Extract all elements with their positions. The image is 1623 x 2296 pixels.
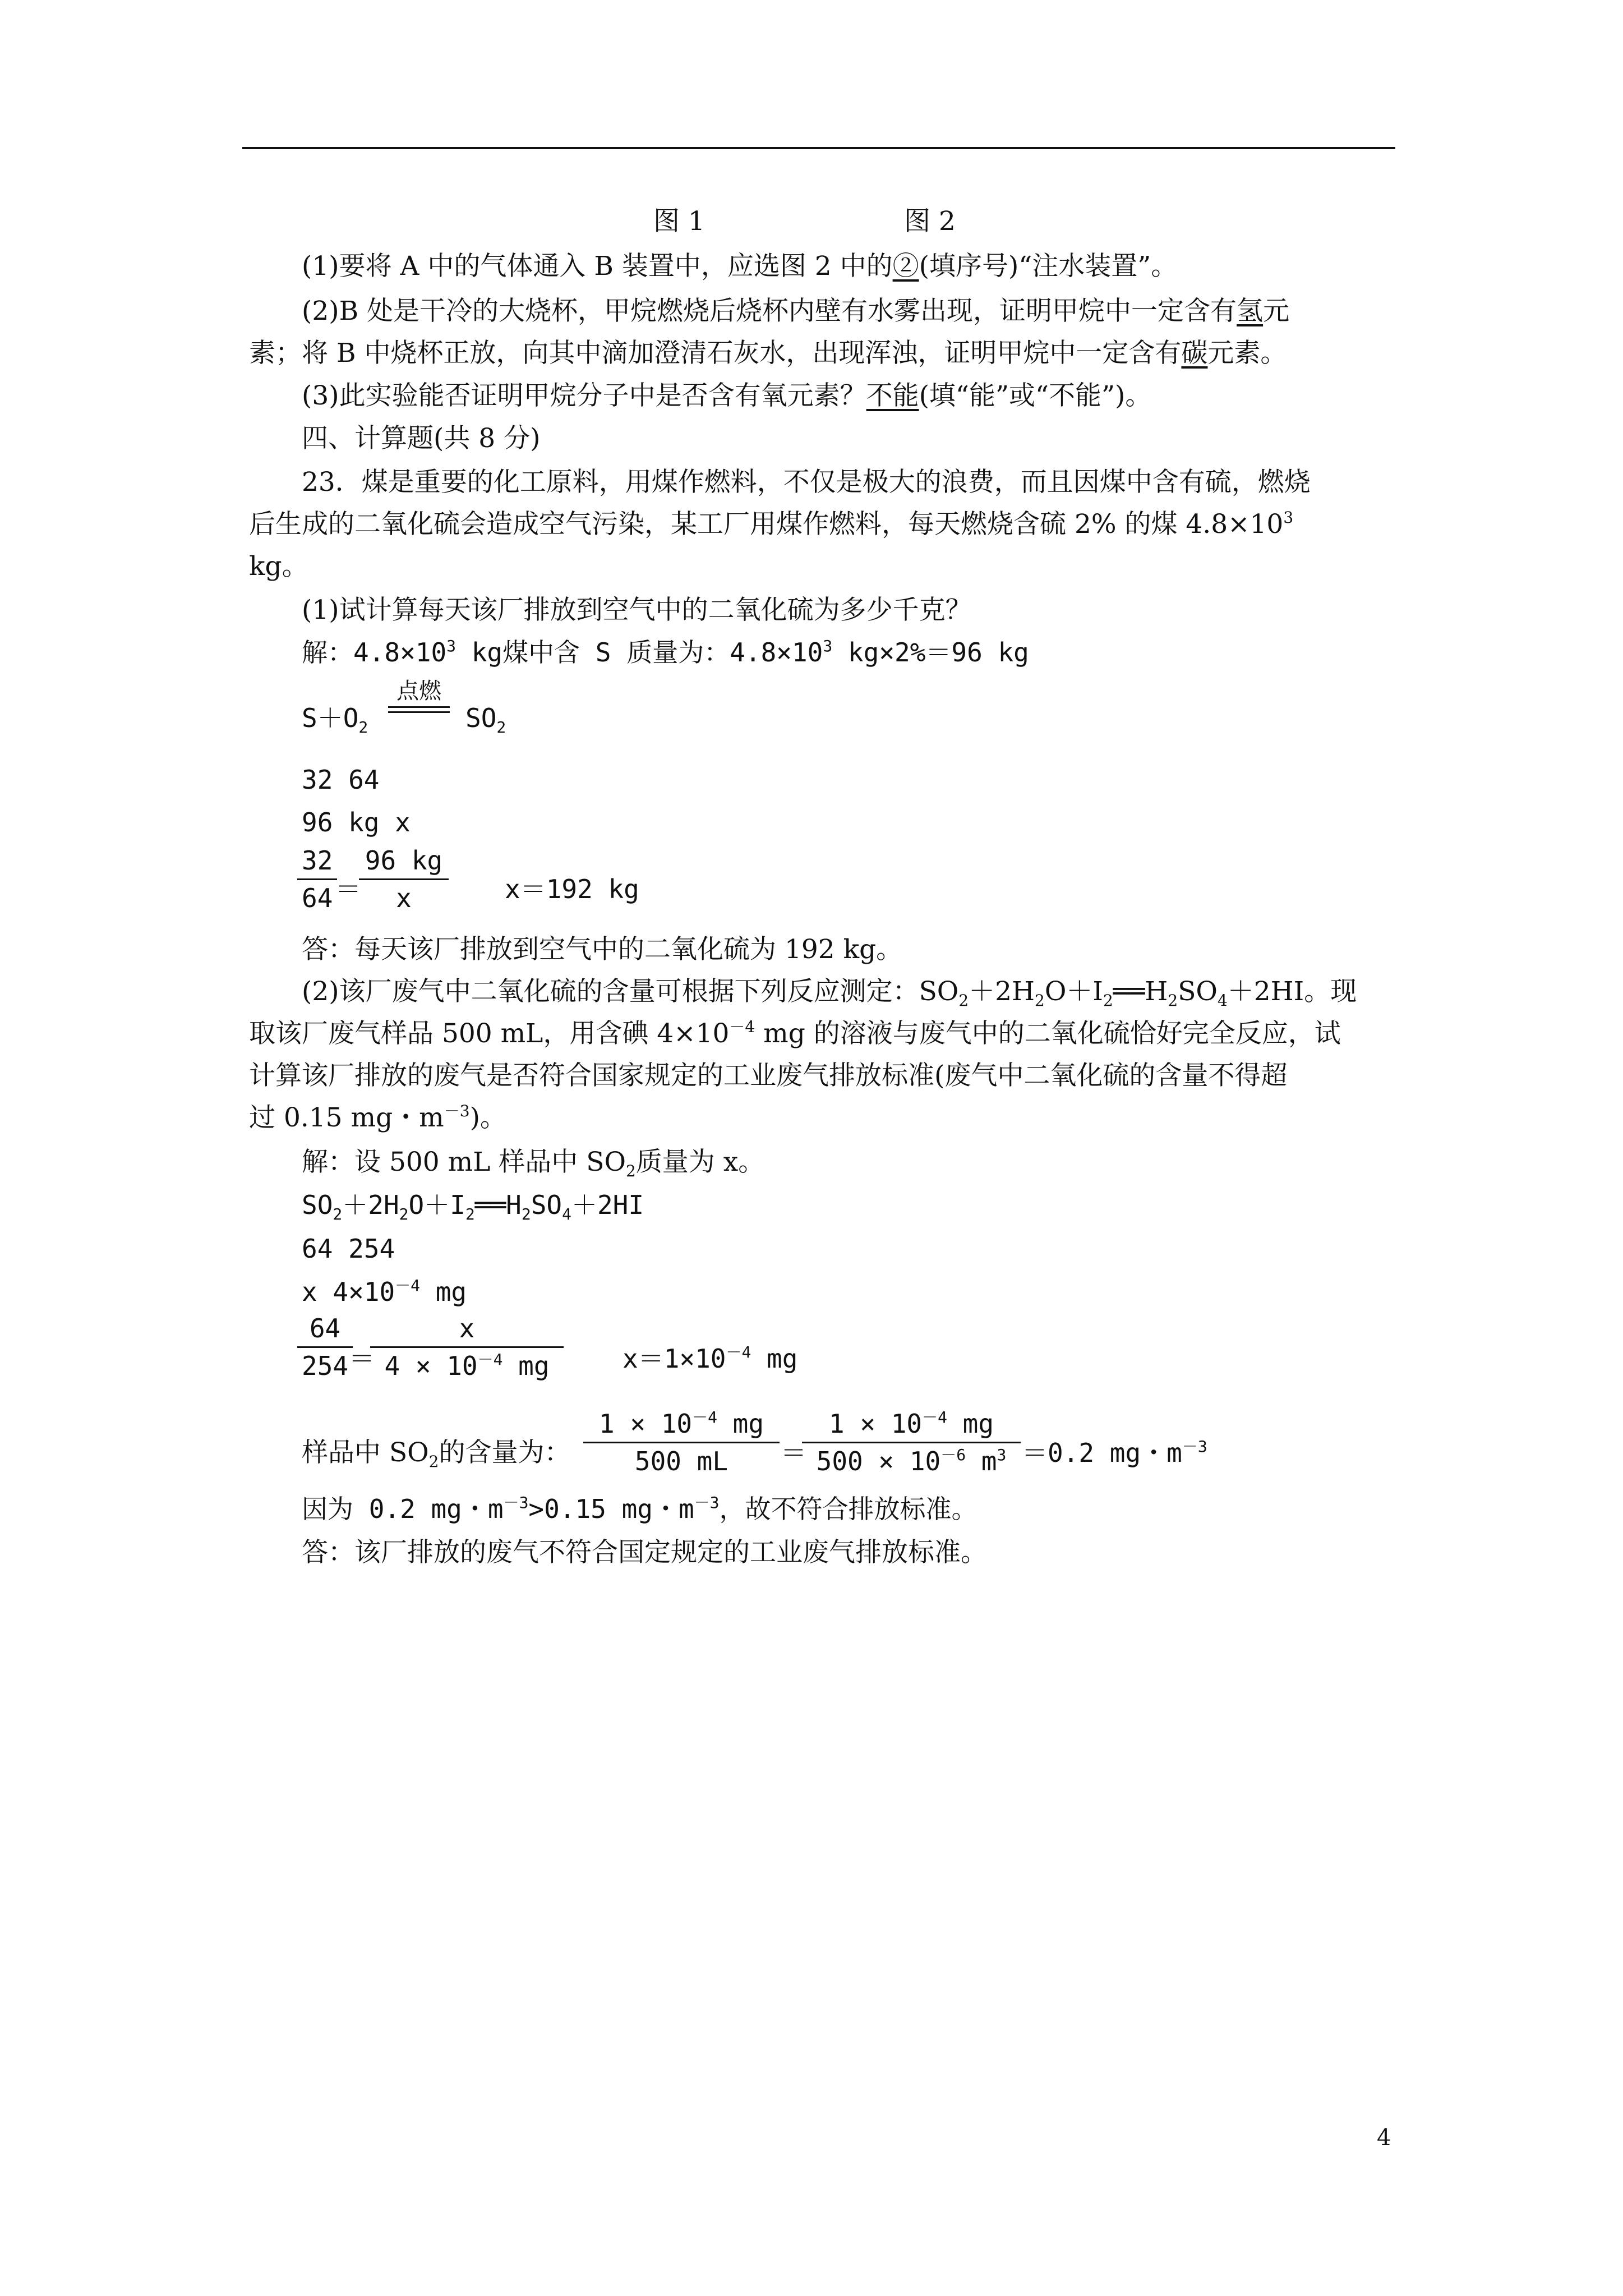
fraction-2-equals: ＝ bbox=[349, 1343, 375, 1374]
q23-part2-line2: 取该厂废气样品 500 mL，用含碘 $4\times 10^{-4}$ mg 的溶液与废气中的二氧化硫恰好完全反应，试 bbox=[249, 1018, 1341, 1049]
fraction-2-left: $\frac{64}{254}$ bbox=[297, 1313, 353, 1382]
q23-intro-line2: 后生成的二氧化硫会造成空气污染，某工厂用煤作燃料，每天燃烧含硫 2% 的煤 $4.8\times 10^3$ bbox=[249, 508, 1294, 540]
content-label: 样品中 $SO_2$的含量为： bbox=[302, 1437, 571, 1471]
q22-part2-answer-carbon: 碳 bbox=[1181, 338, 1208, 369]
q23-part2-line4: 过 0.15 mg・$m^{-3}$)。 bbox=[249, 1102, 506, 1133]
q22-part3: (3)此实验能否证明甲烷分子中是否含有氧元素？不能(填“能”或“不能”)。 bbox=[302, 380, 1152, 411]
fraction-1-left: $\frac{32}{64}$ bbox=[297, 845, 337, 914]
fraction-1-equals: ＝ bbox=[335, 874, 361, 904]
equation-1-reactants: $S+O_2$ bbox=[302, 703, 368, 737]
equation-1-product: $SO_2$ bbox=[465, 703, 506, 737]
equation-2-values: x $4\times 10^{-4}$ mg bbox=[302, 1276, 467, 1307]
fraction-1-result: x＝192 kg bbox=[505, 874, 639, 904]
q23-part2-line1: (2)该厂废气中二氧化硫的含量可根据下列反应测定：$SO_2+2H_2O+I_2══H_2SO_4+2HI$。现 bbox=[302, 976, 1357, 1010]
fraction-4: $\frac{1 \times 10^{-4} mg}{500 \times 10^{-6} m^3}$ bbox=[802, 1408, 1021, 1477]
section-4-heading: 四、计算题(共 8 分) bbox=[302, 423, 541, 454]
q23-part2-line3: 计算该厂排放的废气是否符合国家规定的工业废气排放标准(废气中二氧化硫的含量不得超 bbox=[249, 1060, 1288, 1091]
page-number: 4 bbox=[1377, 2125, 1391, 2151]
q23-intro-line3: kg。 bbox=[249, 551, 308, 582]
equation-2: $SO_2+2H_2O+I_2══H_2SO_4+2HI$ bbox=[302, 1190, 644, 1223]
equation-1-values: 96 kg x bbox=[302, 807, 411, 838]
figure-2-caption: 图 2 bbox=[904, 206, 956, 237]
fraction-3-equals: ＝ bbox=[781, 1438, 806, 1468]
ignition-condition: 点燃 bbox=[396, 678, 441, 704]
q23-part1-answer: 答：每天该厂排放到空气中的二氧化硫为 192 kg。 bbox=[302, 934, 903, 965]
fraction-3: $\frac{1 \times 10^{-4} mg}{500 mL}$ bbox=[583, 1408, 780, 1477]
equation-1-arrow bbox=[388, 673, 450, 713]
content-result: ＝0.2 mg・$m^{-3}$ bbox=[1022, 1437, 1207, 1468]
q23-part2-solution-intro: 解：设 500 mL 样品中 $SO_2$质量为 x。 bbox=[302, 1147, 765, 1180]
fraction-2-result: $x=1\times 10^{-4}$ mg bbox=[623, 1343, 798, 1374]
q23-part2-answer: 答：该厂排放的废气不符合国定规定的工业废气排放标准。 bbox=[302, 1537, 987, 1568]
q22-part2-line2: 素；将 B 中烧杯正放，向其中滴加澄清石灰水，出现浑浊，证明甲烷中一定含有碳元素。 bbox=[249, 338, 1287, 369]
header-rule bbox=[242, 147, 1395, 149]
figure-1-caption: 图 1 bbox=[653, 206, 705, 237]
q22-part3-answer: 不能 bbox=[866, 380, 919, 411]
q23-part1-question: (1)试计算每天该厂排放到空气中的二氧化硫为多少千克？ bbox=[302, 595, 972, 625]
q22-part2-line1: (2)B 处是干冷的大烧杯，甲烷燃烧后烧杯内壁有水雾出现，证明甲烷中一定含有氢元 bbox=[302, 296, 1290, 326]
q22-part1-answer: ② bbox=[892, 251, 919, 282]
fraction-1-right: $\frac{96 kg}{x}$ bbox=[359, 845, 449, 914]
q22-part1: (1)要将 A 中的气体通入 B 装置中，应选图 2 中的②(填序号)“注水装置”。 bbox=[302, 251, 1178, 282]
comparison-statement: 因为 0.2 mg・$m^{-3}>0.15$ mg・$m^{-3}$，故不符合排放标准。 bbox=[302, 1493, 978, 1524]
equation-2-molar-masses: 64 254 bbox=[302, 1234, 395, 1264]
fraction-2-right: $\frac{x}{4 \times 10^{-4} mg}$ bbox=[370, 1313, 564, 1382]
q22-part2-answer-hydrogen: 氢 bbox=[1237, 296, 1264, 326]
q23-part1-solution: 解：$4.8\times 10^3$ kg煤中含 S 质量为：$4.8\times 10^3$ kg×2%＝96 kg bbox=[302, 637, 1029, 668]
equation-1-molar-masses: 32 64 bbox=[302, 765, 380, 795]
q23-intro-line1: 23．煤是重要的化工原料，用煤作燃料，不仅是极大的浪费，而且因煤中含有硫，燃烧 bbox=[302, 467, 1311, 498]
